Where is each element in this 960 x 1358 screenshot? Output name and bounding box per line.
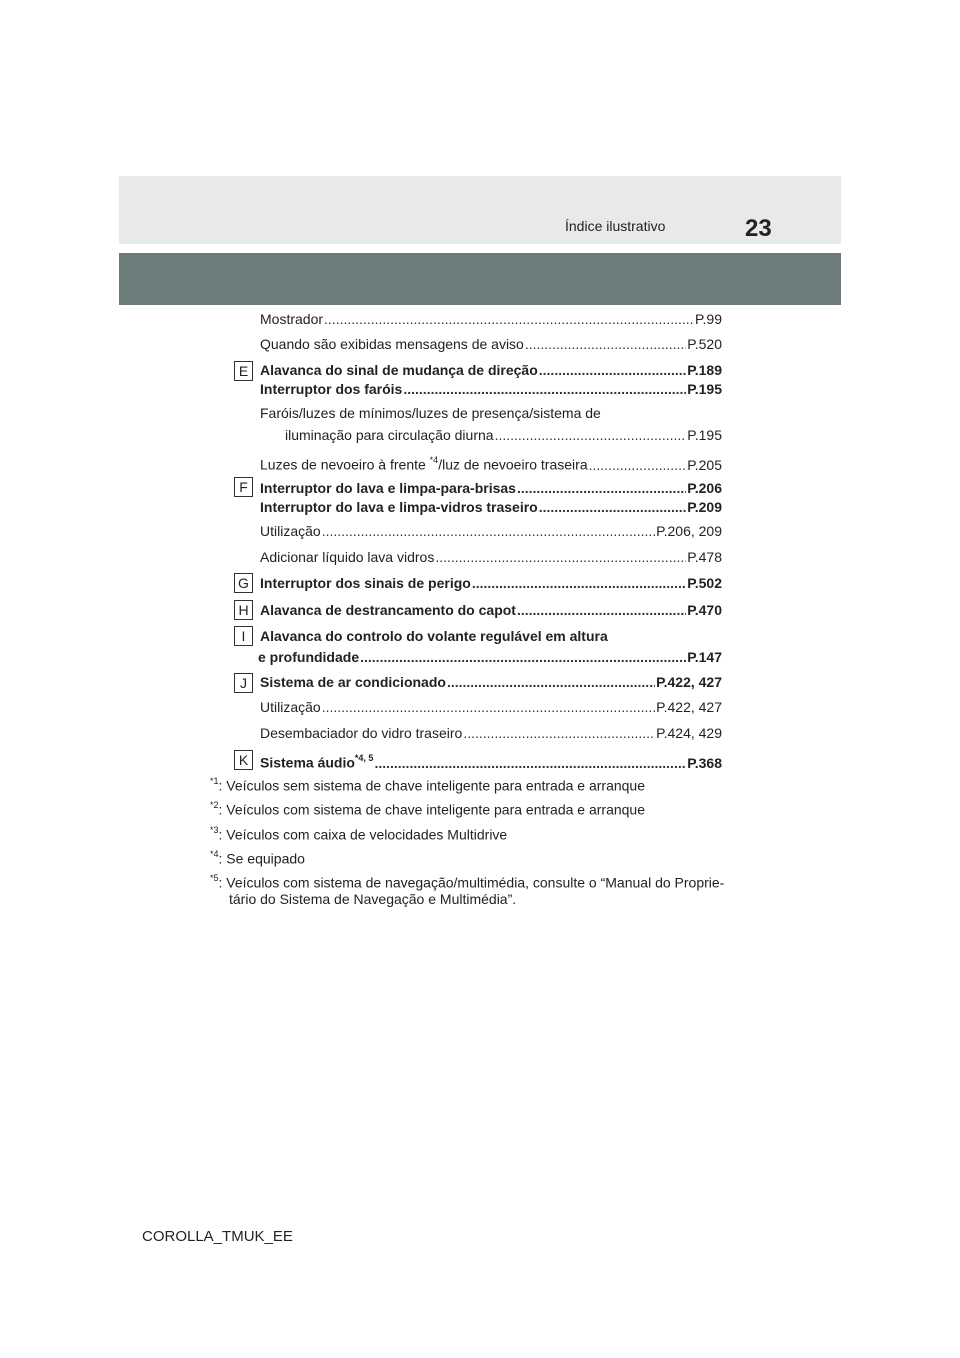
section-letter-i: I xyxy=(234,626,253,646)
document-code: COROLLA_TMUK_EE xyxy=(142,1228,293,1245)
leader-dots xyxy=(360,647,686,667)
footnote-2: $^{*2}$: Veículos com sistema de chave inteligente para entrada e arranque xyxy=(210,800,645,818)
page-ref[interactable]: P.424, 429 xyxy=(656,725,722,741)
entry-lava-parabrisas[interactable]: Interruptor do lava e limpa-para-brisas ..... P.206 xyxy=(260,478,722,498)
section-letter-f: F xyxy=(234,477,253,497)
page-ref[interactable]: P.422, 427 xyxy=(656,674,722,690)
entry-volante-line1: Alavanca do controlo do volante regulável em altura xyxy=(260,628,608,644)
section-letter-k: K xyxy=(234,750,253,770)
page-ref[interactable]: P.195 xyxy=(687,427,722,443)
entry-sinais-perigo[interactable]: Interruptor dos sinais de perigo ..... P.502 xyxy=(260,573,722,593)
entry-mensagens-aviso[interactable]: Quando são exibidas mensagens de aviso ..... P.520 xyxy=(260,334,722,354)
footnote-1: $^{*1}$: Veículos sem sistema de chave inteligente para entrada e arranque xyxy=(210,776,645,794)
page-ref[interactable]: P.368 xyxy=(687,754,722,771)
entry-alavanca-sinal[interactable]: Alavanca do sinal de mudança de direção ..... P.189 xyxy=(260,360,722,380)
header-band xyxy=(119,253,841,305)
page-ref[interactable]: P.205 xyxy=(687,456,722,473)
page-ref[interactable]: P.520 xyxy=(687,336,722,352)
entry-lava-traseiro[interactable]: Interruptor do lava e limpa-vidros traseiro ..... P.209 xyxy=(260,497,722,517)
footnote-5-cont: tário do Sistema de Navegação e Multimédia”. xyxy=(229,891,517,907)
leader-dots xyxy=(374,753,686,773)
page-ref[interactable]: P.206 xyxy=(687,480,722,496)
page-ref[interactable]: P.206, 209 xyxy=(656,523,722,539)
leader-dots xyxy=(472,573,686,593)
entry-utilizacao-lava[interactable]: Utilização ..... P.206, 209 xyxy=(260,521,722,541)
leader-dots xyxy=(495,425,687,445)
section-title: Índice ilustrativo xyxy=(565,218,666,234)
leader-dots xyxy=(589,455,687,475)
header-bar xyxy=(119,176,841,244)
leader-dots xyxy=(517,600,686,620)
page-ref[interactable]: P.99 xyxy=(695,311,722,327)
footnote-5: $^{*5}$: Veículos com sistema de navegação/multimédia, consulte o “Manual do Proprie- xyxy=(210,873,725,891)
page-ref[interactable]: P.189 xyxy=(687,362,722,378)
section-letter-j: J xyxy=(234,673,253,693)
page-number: 23 xyxy=(745,215,772,242)
page-ref[interactable]: P.478 xyxy=(687,549,722,565)
page-ref[interactable]: P.209 xyxy=(687,499,722,515)
entry-desembaciador[interactable]: Desembaciador do vidro traseiro ..... P.424, 429 xyxy=(260,723,722,743)
entry-destrancamento-capot[interactable]: Alavanca de destrancamento do capot ..... P.470 xyxy=(260,600,722,620)
leader-dots xyxy=(539,360,686,380)
leader-dots xyxy=(447,672,655,692)
page-ref[interactable]: P.147 xyxy=(687,649,722,665)
entry-utilizacao-ar[interactable]: Utilização ..... P.422, 427 xyxy=(260,697,722,717)
page-ref[interactable]: P.195 xyxy=(687,381,722,397)
leader-dots xyxy=(322,521,655,541)
page-ref[interactable]: P.502 xyxy=(687,575,722,591)
footnote-4: $^{*4}$: Se equipado xyxy=(210,849,305,867)
section-letter-g: G xyxy=(234,573,253,593)
entry-luzes-nevoeiro[interactable]: Luzes de nevoeiro à frente $^{*4}$/luz de nevoeiro traseira ..... P.205 xyxy=(260,451,722,471)
entry-volante-line2[interactable]: e profundidade ..... P.147 xyxy=(258,647,722,667)
leader-dots xyxy=(403,379,686,399)
footnote-3: $^{*3}$: Veículos com caixa de velocidades Multidrive xyxy=(210,825,508,843)
leader-dots xyxy=(525,334,686,354)
section-letter-h: H xyxy=(234,600,253,620)
section-letter-e: E xyxy=(234,361,253,381)
leader-dots xyxy=(324,309,694,329)
entry-farois-line2[interactable]: iluminação para circulação diurna ..... P.195 xyxy=(285,425,722,445)
entry-ar-condicionado[interactable]: Sistema de ar condicionado ..... P.422, 427 xyxy=(260,672,722,692)
leader-dots xyxy=(539,497,686,517)
leader-dots xyxy=(463,723,655,743)
entry-interruptor-farois[interactable]: Interruptor dos faróis ..... P.195 xyxy=(260,379,722,399)
leader-dots xyxy=(435,547,686,567)
entry-adicionar-liquido[interactable]: Adicionar líquido lava vidros ..... P.478 xyxy=(260,547,722,567)
entry-farois-line1: Faróis/luzes de mínimos/luzes de presença/sistema de xyxy=(260,405,601,421)
page-ref[interactable]: P.470 xyxy=(687,602,722,618)
entry-mostrador[interactable]: Mostrador ..... P.99 xyxy=(260,309,722,329)
leader-dots xyxy=(517,478,686,498)
entry-sistema-audio[interactable]: Sistema áudio$^{*4, 5}$ ..... P.368 xyxy=(260,749,722,769)
leader-dots xyxy=(322,697,655,717)
page-ref[interactable]: P.422, 427 xyxy=(656,699,722,715)
